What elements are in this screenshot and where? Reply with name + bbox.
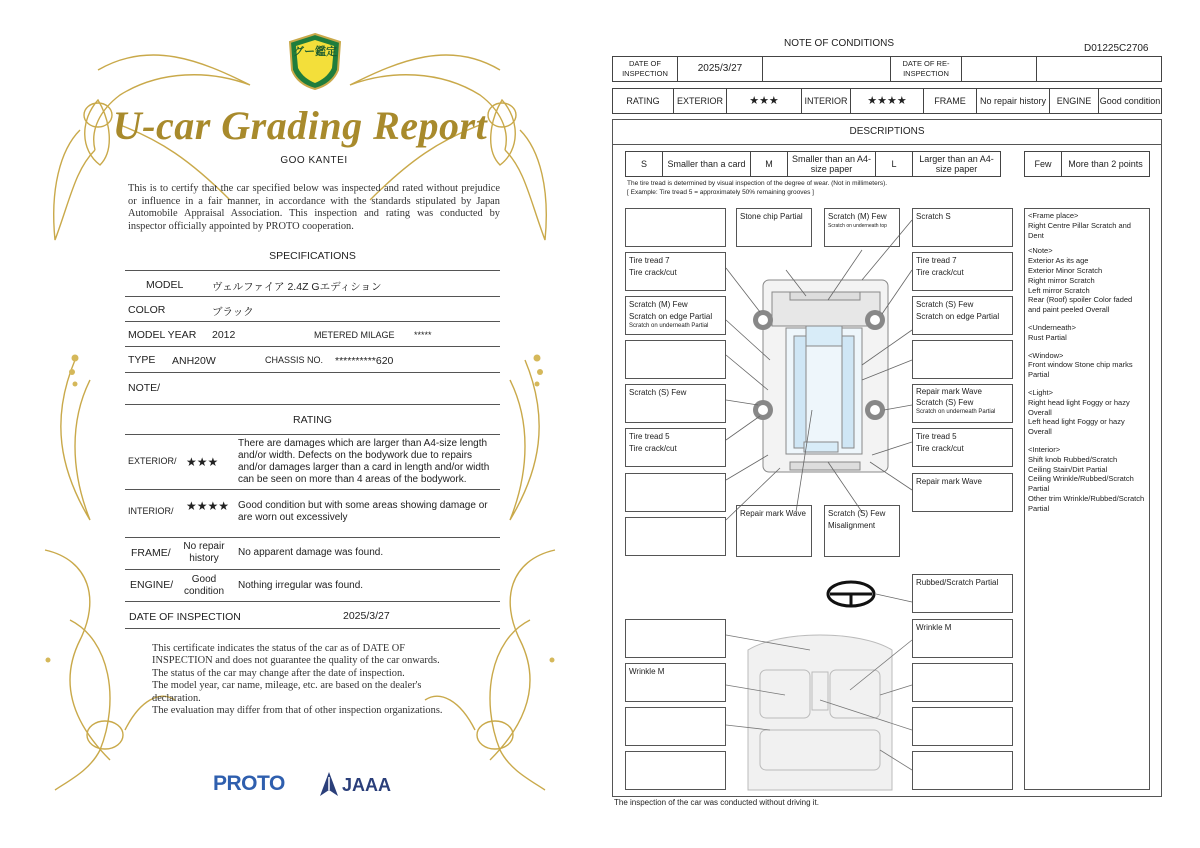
note-line: Ceiling Wrinkle/Rubbed/Scratch Partial	[1028, 474, 1134, 494]
damage-box	[625, 517, 726, 556]
damage-box	[912, 340, 1013, 379]
certification-intro: This is to certify that the car specified below was inspected and rated without prejudice or influence in a fair manner, in accordance with the standards stipulated by Japan Automobile Appraisal Association. This inspection and rating was conducted by inspector officially appointed by PROTO cooperation.	[128, 183, 500, 232]
footer-line: The model year, car name, mileage, etc. are based on the dealer's	[152, 680, 422, 692]
legend-s-text: Smaller than a card	[662, 151, 751, 177]
damage-box: Scratch (S) Few Misalignment	[824, 505, 900, 557]
damage-box	[912, 707, 1013, 746]
document-id: D01225C2706	[1084, 43, 1149, 54]
damage-box	[625, 619, 726, 658]
inspection-date-value: 2025/3/27	[343, 610, 390, 622]
damage-box: Repair mark Wave	[912, 473, 1013, 512]
note-line: <Frame place>	[1028, 211, 1079, 220]
note-line: Rear (Roof) spoiler Color faded and paint peeled Overall	[1028, 295, 1133, 315]
damage-box: Scratch (S) Few	[625, 384, 726, 423]
jaaa-logo: JAAA	[342, 775, 392, 795]
note-line: <Underneath>	[1028, 322, 1076, 332]
divider	[125, 346, 500, 347]
damage-box: Wrinkle M	[912, 619, 1013, 658]
rating-heading: RATING	[293, 414, 332, 426]
interior-stars: ★★★★	[850, 88, 924, 114]
interior-description: Good condition but with some areas showing damage or are worn out excessively	[238, 500, 488, 523]
divider	[612, 144, 1162, 145]
note-line: Other trim Wrinkle/Rubbed/Scratch Partial	[1028, 493, 1145, 513]
interior-label: INTERIOR/	[128, 506, 174, 516]
engine-label: ENGINE	[1049, 88, 1099, 114]
note-line	[1028, 380, 1146, 388]
certificate-footer	[152, 643, 472, 717]
empty-cell	[762, 56, 891, 82]
divider	[125, 404, 500, 405]
chassis-value: **********620	[335, 355, 394, 367]
metered-mileage-value: *****	[414, 330, 432, 340]
note-line: Right head light Foggy or hazy Overall	[1028, 397, 1130, 417]
damage-box: Repair mark Wave Scratch (S) Few Scratch on underneath Partial	[912, 384, 1013, 423]
note-line: Rust Partial	[1028, 332, 1067, 342]
inspection-date-label: DATE OF INSPECTION	[612, 56, 678, 82]
type-label: TYPE	[128, 354, 156, 366]
legend-s: S	[625, 151, 663, 177]
divider	[125, 434, 500, 435]
note-line: Shift knob Rubbed/Scratch	[1028, 454, 1118, 464]
damage-box	[625, 751, 726, 790]
engine-description: Nothing irregular was found.	[238, 580, 364, 591]
note-line: Exterior As its age	[1028, 256, 1089, 266]
divider	[125, 372, 500, 373]
damage-box: Scratch (S) Few Scratch on edge Partial	[912, 296, 1013, 335]
legend-few: Few	[1024, 151, 1062, 177]
interior-label: INTERIOR	[801, 88, 851, 114]
legend-few-text: More than 2 points	[1061, 151, 1150, 177]
damage-box	[625, 473, 726, 512]
damage-box: Scratch (M) Few Scratch on underneath top	[824, 208, 900, 247]
metered-mileage-label: METERED MILAGE	[314, 330, 395, 340]
note-line: Right Centre Pillar Scratch and Dent	[1028, 220, 1131, 240]
frame-label: FRAME	[923, 88, 977, 114]
conditions-heading: NOTE OF CONDITIONS	[784, 38, 894, 49]
specifications-heading: SPECIFICATIONS	[269, 250, 356, 262]
damage-box: Tire tread 5 Tire crack/cut	[625, 428, 726, 467]
report-subtitle: GOO KANTEI	[280, 155, 348, 166]
footer-line: This certificate indicates the status of the car as of DATE OF	[152, 643, 406, 654]
damage-box: Repair mark Wave	[736, 505, 812, 557]
engine-value: Good condition	[183, 574, 225, 597]
interior-stars: ★★★★	[186, 499, 230, 513]
note-label: NOTE/	[128, 382, 161, 394]
inspection-date-value: 2025/3/27	[677, 56, 763, 82]
reinspection-date-value	[961, 56, 1037, 82]
condition-notes	[1024, 208, 1150, 790]
note-of-conditions-sheet	[600, 0, 1200, 848]
note-line: Exterior Minor Scratch	[1028, 265, 1103, 275]
damage-box	[625, 340, 726, 379]
goo-kantei-badge	[288, 32, 342, 90]
damage-box: Wrinkle M	[625, 663, 726, 702]
model-year-label: MODEL YEAR	[128, 329, 197, 341]
note-line: <Interior>	[1028, 444, 1061, 454]
color-value: ブラック	[212, 306, 254, 318]
divider	[125, 321, 500, 322]
damage-box: Tire tread 5 Tire crack/cut	[912, 428, 1013, 467]
exterior-stars: ★★★	[726, 88, 802, 114]
note-line: <Window>	[1028, 350, 1064, 360]
footer-line: The evaluation may differ from that of other inspection organizations.	[152, 705, 443, 717]
divider	[125, 489, 500, 490]
divider	[125, 296, 500, 297]
proto-logo: PROTO	[213, 772, 285, 795]
footer-line: The status of the car may change after the date of inspection.	[152, 667, 405, 679]
note-line	[1028, 437, 1146, 445]
exterior-label: EXTERIOR	[673, 88, 727, 114]
note-line	[1028, 315, 1146, 323]
divider	[125, 569, 500, 570]
divider	[125, 601, 500, 602]
tire-note: The tire tread is determined by visual inspection of the degree of wear. (Not in millimeters).	[627, 180, 888, 187]
note-line: Right mirror Scratch	[1028, 275, 1095, 285]
legend-l-text: Larger than an A4-size paper	[912, 151, 1001, 177]
engine-label: ENGINE/	[130, 579, 174, 591]
exterior-label: EXTERIOR/	[128, 456, 177, 466]
note-line: Left head light Foggy or hazy Overall	[1028, 417, 1125, 437]
model-label: MODEL	[146, 279, 184, 291]
jaaa-mark-icon	[318, 770, 340, 798]
report-title: U-car Grading Report	[112, 103, 488, 148]
note-line: <Light>	[1028, 387, 1054, 397]
exterior-stars: ★★★	[186, 455, 219, 469]
descriptions-heading: DESCRIPTIONS	[849, 126, 925, 137]
damage-box	[625, 707, 726, 746]
legend-m: M	[750, 151, 788, 177]
model-year-value: 2012	[212, 329, 236, 341]
rating-label: RATING	[612, 88, 674, 114]
note-line: Left mirror Scratch	[1028, 285, 1090, 295]
divider	[125, 537, 500, 538]
engine-value: Good condition	[1098, 88, 1162, 114]
divider	[125, 270, 500, 271]
damage-box	[625, 208, 726, 247]
reinspection-date-label: DATE OF RE-INSPECTION	[890, 56, 962, 82]
frame-label: FRAME/	[131, 547, 171, 559]
empty-cell	[1036, 56, 1162, 82]
frame-value: No repair history	[183, 541, 225, 564]
note-line: <Note>	[1028, 246, 1053, 256]
shield-icon	[288, 32, 342, 90]
footer-line: declaration.	[152, 692, 201, 704]
damage-box: Stone chip Partial	[736, 208, 812, 247]
note-line: Front window Stone chip marks Partial	[1028, 360, 1133, 380]
damage-box: Tire tread 7 Tire crack/cut	[625, 252, 726, 291]
badge-label: グー鑑定	[293, 46, 337, 58]
color-label: COLOR	[128, 304, 166, 316]
legend-l: L	[875, 151, 913, 177]
note-line: Ceiling Stain/Dirt Partial	[1028, 464, 1108, 474]
frame-value: No repair history	[976, 88, 1050, 114]
damage-box	[912, 751, 1013, 790]
damage-box	[912, 663, 1013, 702]
footer-line: INSPECTION and does not guarantee the quality of the car onwards.	[152, 655, 440, 667]
exterior-description: There are damages which are larger than A4-size length and/or width. Defects on the bodywork due to repairs and/or damages larger than a card in length and/or width can be seen on more than 4 areas of the bodywork.	[238, 438, 490, 485]
damage-box: Scratch (M) Few Scratch on edge Partial Scratch on underneath Partial	[625, 296, 726, 335]
inspection-date-label: DATE OF INSPECTION	[129, 611, 241, 623]
chassis-label: CHASSIS NO.	[265, 355, 324, 365]
note-line	[1028, 343, 1146, 351]
legend-m-text: Smaller than an A4-size paper	[787, 151, 876, 177]
tire-note-example: [ Example: Tire tread 5 = approximately 50% remaining grooves ]	[627, 189, 814, 196]
frame-description: No apparent damage was found.	[238, 547, 384, 558]
damage-box: Rubbed/Scratch Partial	[912, 574, 1013, 613]
inspection-disclaimer: The inspection of the car was conducted without driving it.	[614, 798, 819, 807]
type-value: ANH20W	[172, 355, 216, 367]
damage-box: Scratch S	[912, 208, 1013, 247]
damage-box: Tire tread 7 Tire crack/cut	[912, 252, 1013, 291]
divider	[125, 628, 500, 629]
model-value: ヴェルファイア 2.4Z Gエディション	[212, 281, 382, 293]
